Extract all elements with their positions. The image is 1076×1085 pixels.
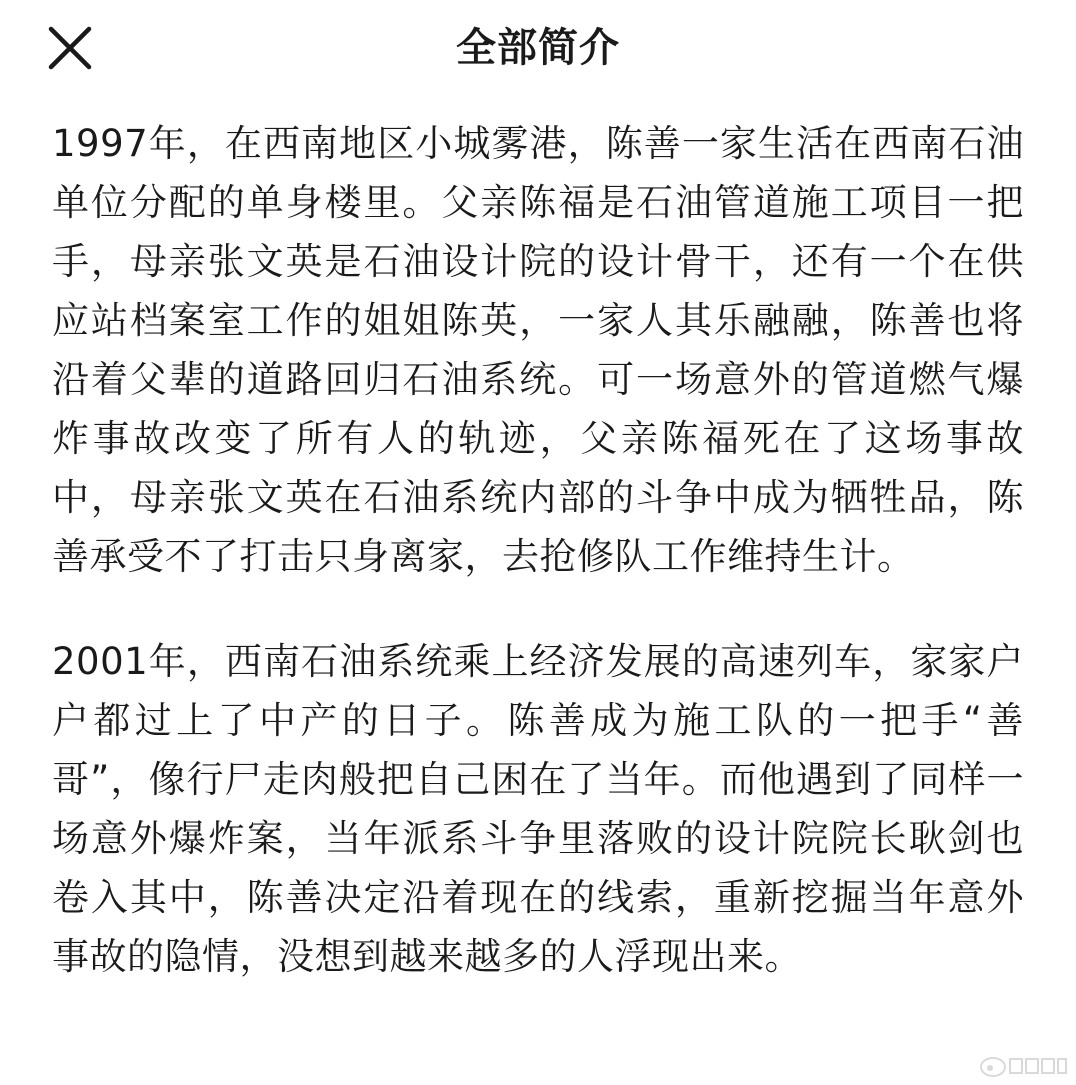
page-title: 全部简介 [456,25,620,71]
synopsis-paragraph-1: 1997年，在西南地区小城雾港，陈善一家生活在西南石油单位分配的单身楼里。父亲陈福是石油管道施工项目一把手，母亲张文英是石油设计院的设计骨干，还有一个在供应站档案室工作的姐姐陈英，一家人其乐融融，陈善也将沿着父辈的道路回归石油系统。可一场意外的管道燃气爆炸事故改变了所有人的轨迹，父亲陈福死在了这场事故中，母亲张文英在石油系统内部的斗争中成为牺牲品，陈善承受不了打击只身离家，去抢修队工作维持生计。 [52,122,1024,578]
synopsis-content [52,114,1024,986]
watermark-icon [978,1051,1070,1081]
watermark-logo [978,1051,1070,1081]
header-bar [0,0,1076,100]
synopsis-paragraph-2: 2001年，西南石油系统乘上经济发展的高速列车，家家户户都过上了中产的日子。陈善成为施工队的一把手“善哥”，像行尸走肉般把自己困在了当年。而他遇到了同样一场意外爆炸案，当年派系斗争里落败的设计院院长耿剑也卷入其中，陈善决定沿着现在的线索，重新挖掘当年意外事故的隐情，没想到越来越多的人浮现出来。 [52,640,1024,978]
